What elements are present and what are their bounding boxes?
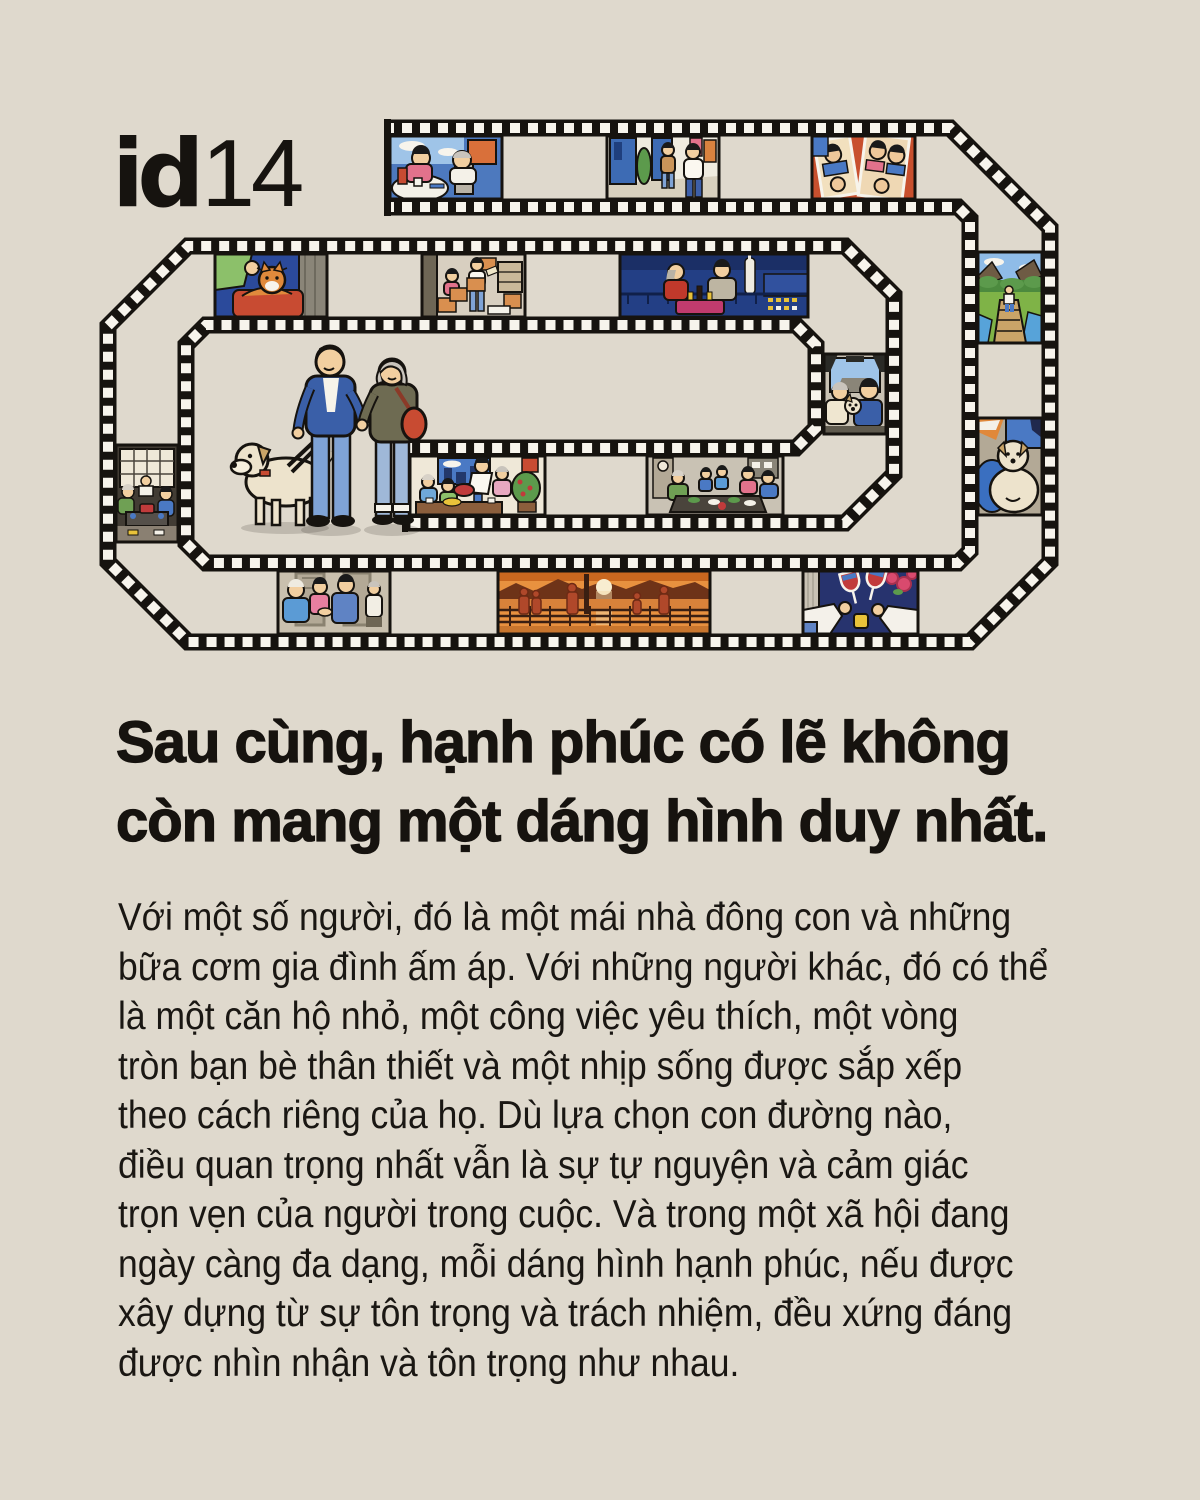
headline: [116, 703, 1116, 861]
brand-logo-id: id: [112, 120, 198, 229]
scene-lakeside-walk: [978, 252, 1044, 343]
scene-dog-in-car: [974, 418, 1042, 515]
scene-shopping-street: [607, 136, 719, 199]
body-paragraph: [118, 893, 1083, 1388]
scene-hotpot-gathering: [116, 445, 178, 542]
body-line: được nhìn nhận và tôn trọng như nhau.: [118, 1341, 740, 1385]
scene-wine-toast: [803, 567, 918, 634]
body-line: điều quan trọng nhất vẫn là sự tự nguyện và cảm giác: [118, 1143, 969, 1187]
scene-rooftop-dinner: [620, 250, 808, 317]
body-line: trọn vẹn của người trong cuộc. Và trong một xã hội đang: [118, 1193, 1010, 1236]
body-line: Với một số người, đó là một mái nhà đông con và những: [118, 896, 1012, 939]
body-line: bữa cơm gia đình ấm áp. Với những người khác, đó có thể: [118, 945, 1049, 989]
body-line: theo cách riêng của họ. Dù lựa chọn con đường nào,: [118, 1094, 953, 1137]
scene-cuddling-cat: [215, 254, 327, 317]
brand-logo-14: 14: [201, 120, 301, 227]
scene-moving-boxes: [422, 254, 525, 317]
body-line: là một căn hộ nhỏ, một công việc yêu thích, một vòng: [118, 995, 959, 1038]
scene-sunset-boardwalk: [498, 571, 710, 634]
scene-family-dinner: [647, 456, 783, 515]
film-strip-illustration: [0, 100, 1200, 680]
scene-family-photo-collage: [812, 134, 915, 201]
headline-line-2: còn mang một dáng hình duy nhất.: [116, 789, 1048, 854]
scene-family-cooking: [410, 456, 545, 515]
scene-elderly-couple-guide-dog: [231, 345, 426, 536]
body-line: ngày càng đa dạng, mỗi dáng hình hạnh phúc, nếu được: [118, 1242, 1014, 1286]
headline-line-1: Sau cùng, hạnh phúc có lẽ không: [116, 710, 1010, 775]
body-line: tròn bạn bè thân thiết và một nhịp sống được sắp xếp: [118, 1044, 963, 1088]
scene-friends-at-cafe: [390, 136, 502, 201]
scene-greeting-at-door: [278, 571, 390, 634]
scene-car-ride-with-dog: [824, 354, 886, 434]
body-line: xây dựng từ sự tôn trọng và trách nhiệm, đều xứng đáng: [118, 1292, 1013, 1335]
